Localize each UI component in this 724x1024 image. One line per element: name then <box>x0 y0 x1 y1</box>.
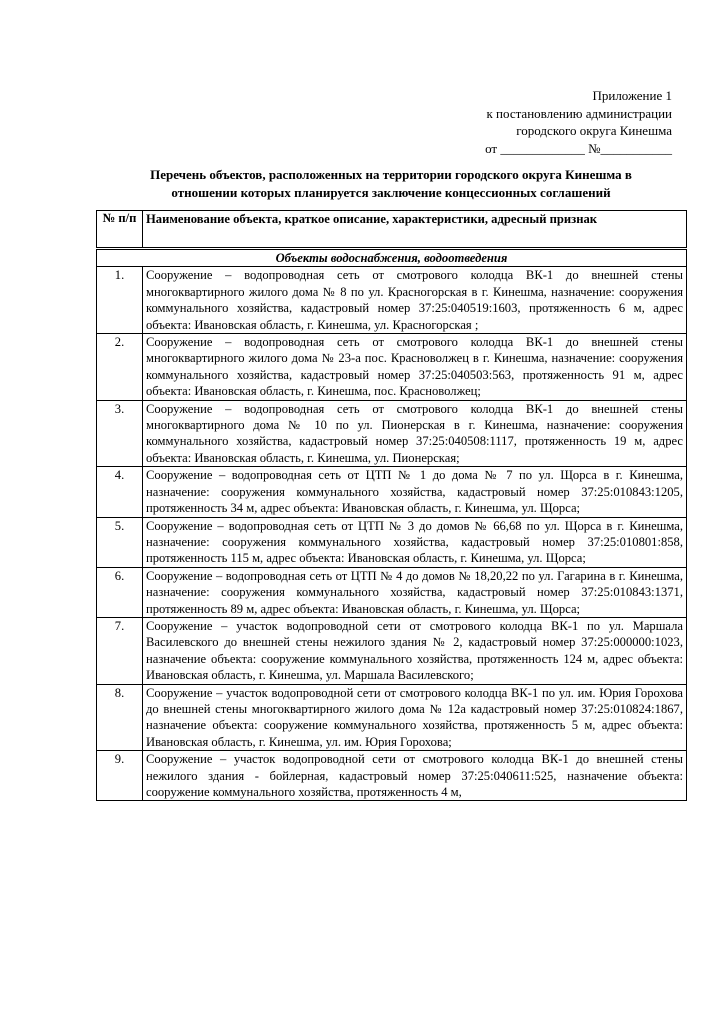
appendix-block <box>440 87 672 157</box>
table-row <box>97 334 687 401</box>
table-row <box>97 467 687 517</box>
row-text: Сооружение – водопроводная сеть от ЦТП № 4 до домов № 18,20,22 по ул. Гагарина в г. Кинешма, назначение: сооружения коммунального хозяйства, кадастровый номер 37:25:010843:1371, протяженность 89 м, адрес объекта: Ивановская область, г. Кинешма, ул. Щорса; <box>143 567 687 617</box>
header-name: Наименование объекта, краткое описание, характеристики, адресный признак <box>143 211 687 249</box>
header-num: № п/п <box>97 211 143 249</box>
row-num: 8. <box>97 684 143 751</box>
row-text: Сооружение – водопроводная сеть от смотрового колодца ВК-1 до внешней стены многоквартирного жилого дома № 23-а пос. Красноволжец в г. Кинешма, назначение: сооружения коммунального хозяйства, кадастровый номер 37:25:040503:563, протяженность 91 м, адрес объекта: Ивановская область, г. Кинешма, пос. Красноволжец; <box>143 334 687 401</box>
row-text: Сооружение – водопроводная сеть от ЦТП № 1 до дома № 7 по ул. Щорса в г. Кинешма, назначение: сооружения коммунального хозяйства, кадастровый номер 37:25:010843:1205, протяженность 34 м, адрес объекта: Ивановская область, г. Кинешма, ул. Щорса; <box>143 467 687 517</box>
title-line-2: отношении которых планируется заключение концессионных соглашений <box>171 184 611 200</box>
title-line-1: Перечень объектов, расположенных на территории городского округа Кинешма в <box>150 167 632 182</box>
row-text: Сооружение – водопроводная сеть от смотрового колодца ВК-1 до внешней стены многоквартирного жилого дома № 8 по ул. Красногорская в г. Кинешма, назначение: сооружения коммунального хозяйства, кадастровый номер 37:25:040519:1603, протяженность 6 м, адрес объекта: Ивановская область, г. Кинешма, ул. Красногорская ; <box>143 267 687 334</box>
row-num: 1. <box>97 267 143 334</box>
table-row <box>97 517 687 567</box>
appendix-line-2: к постановлению администрации <box>486 105 672 121</box>
row-num: 4. <box>97 467 143 517</box>
row-text: Сооружение – участок водопроводной сети от смотрового колодца ВК-1 по ул. им. Юрия Горохова до внешней стены многоквартирного жилого дома № 12а кадастровый номер 37:25:010824:1867, назначение объекта: сооружение коммунального хозяйства, протяженность 5 м, адрес объекта: Ивановская область, г. Кинешма, ул. им. Юрия Горохова; <box>143 684 687 751</box>
row-num: 3. <box>97 400 143 467</box>
appendix-line-4: от _____________ №___________ <box>485 140 672 156</box>
section-row <box>97 249 687 267</box>
row-num: 9. <box>97 751 143 801</box>
row-text: Сооружение – участок водопроводной сети от смотрового колодца ВК-1 по ул. Маршала Василевского до внешней стены нежилого здания № 2, кадастровый номер 37:25:000000:1023, назначение объекта: сооружение коммунального хозяйства, протяженность 124 м, адрес объекта: Ивановская область, г. Кинешма, ул. Маршала Василевского; <box>143 617 687 684</box>
table-row <box>97 617 687 684</box>
row-num: 6. <box>97 567 143 617</box>
row-text: Сооружение – водопроводная сеть от ЦТП № 3 до домов № 66,68 по ул. Щорса в г. Кинешма, назначение: сооружения коммунального хозяйства, кадастровый номер 37:25:010801:858, протяженность 115 м, адрес объекта: Ивановская область, г. Кинешма, ул. Щорса; <box>143 517 687 567</box>
section-label: Объекты водоснабжения, водоотведения <box>97 249 687 267</box>
row-text: Сооружение – участок водопроводной сети от смотрового колодца ВК-1 до внешней стены нежилого здания - бойлерная, кадастровый номер 37:25:040611:525, назначение объекта: сооружение коммунального хозяйства, протяженность 4 м, <box>143 751 687 801</box>
table-row <box>97 751 687 801</box>
table-row <box>97 400 687 467</box>
row-text: Сооружение – водопроводная сеть от смотрового колодца ВК-1 до внешней стены многоквартирного дома № 10 по ул. Пионерская в г. Кинешма, назначение: сооружения коммунального хозяйства, кадастровый номер 37:25:040508:1117, протяженность 19 м, адрес объекта: Ивановская область, г. Кинешма, ул. Пионерская; <box>143 400 687 467</box>
table-row <box>97 684 687 751</box>
table-header-row <box>97 211 687 249</box>
appendix-line-3: городского округа Кинешма <box>516 123 672 139</box>
row-num: 7. <box>97 617 143 684</box>
document-title <box>96 166 686 201</box>
appendix-line-1: Приложение 1 <box>592 88 672 103</box>
table-row <box>97 567 687 617</box>
row-num: 5. <box>97 517 143 567</box>
table-row <box>97 267 687 334</box>
objects-table <box>96 210 687 801</box>
row-num: 2. <box>97 334 143 401</box>
